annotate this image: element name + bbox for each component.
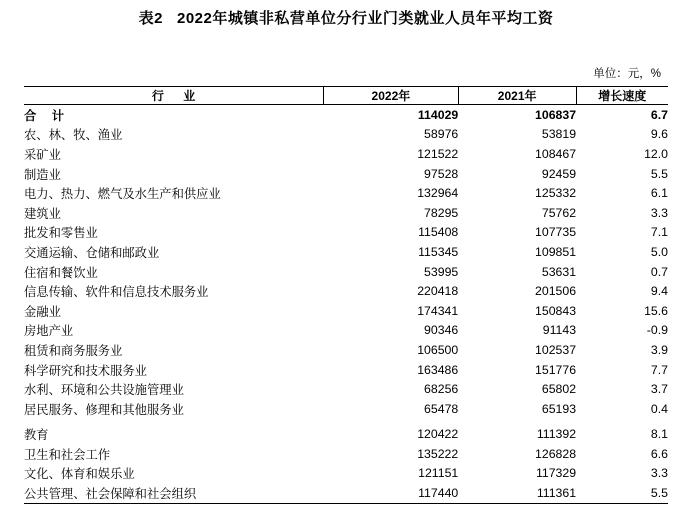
cell-2022: 53995 (424, 264, 459, 279)
cell-2022: 90346 (424, 323, 459, 338)
cell-2021: 102537 (535, 342, 577, 357)
table-row (24, 301, 668, 321)
cell-industry: 公共管理、社会保障和社会组织 (24, 487, 197, 502)
cell-growth: 0.7 (650, 264, 668, 279)
cell-industry: 文化、体育和娱乐业 (24, 467, 135, 482)
cell-industry: 金融业 (24, 304, 61, 319)
table-row (24, 321, 668, 341)
cell-2021: 150843 (535, 303, 577, 318)
table-row (24, 105, 668, 125)
cell-2021: 201506 (535, 284, 577, 299)
cell-growth: 9.6 (650, 127, 668, 142)
cell-industry: 建筑业 (24, 206, 61, 221)
table-number: 表2 (138, 10, 163, 27)
cell-2022: 115408 (418, 225, 459, 240)
table-row (24, 164, 668, 184)
cell-growth: 3.9 (650, 342, 668, 357)
cell-2022: 220418 (417, 284, 459, 299)
cell-2021: 125332 (535, 186, 577, 201)
cell-industry: 水利、环境和公共设施管理业 (24, 383, 184, 398)
cell-2021: 109851 (535, 244, 577, 259)
cell-growth: 8.1 (650, 427, 668, 442)
cell-industry: 批发和零售业 (24, 226, 98, 241)
cell-2021: 65802 (541, 382, 577, 397)
table-title-text: 2022年城镇非私营单位分行业门类就业人员年平均工资 (176, 10, 554, 27)
cell-2021: 126828 (535, 446, 577, 461)
cell-2022: 132964 (417, 186, 459, 201)
cell-2022: 65478 (424, 401, 459, 416)
cell-2021: 111361 (536, 486, 577, 501)
wage-table (24, 86, 668, 504)
cell-2022: 97528 (424, 166, 459, 181)
table-row (24, 464, 668, 484)
cell-industry: 租赁和商务服务业 (24, 343, 123, 358)
table-row (24, 444, 668, 464)
cell-growth: 12.0 (644, 146, 668, 161)
table-row (24, 144, 668, 164)
unit-note: 单位：元，% (593, 68, 661, 80)
table-body (24, 105, 668, 503)
cell-industry: 农、林、牧、渔业 (24, 128, 123, 143)
cell-growth: 3.3 (650, 205, 668, 220)
cell-2021: 117329 (535, 466, 577, 481)
cell-2022: 174341 (417, 303, 459, 318)
table-row (24, 360, 668, 380)
cell-2021: 92459 (541, 166, 577, 181)
column-header-2022: 2022年 (324, 87, 459, 105)
cell-growth: 6.7 (650, 107, 668, 122)
cell-2021: 91143 (542, 323, 577, 338)
cell-2022: 120422 (417, 427, 459, 442)
cell-2021: 53819 (541, 127, 577, 142)
cell-2022: 117440 (418, 486, 459, 501)
cell-growth: 0.4 (650, 401, 668, 416)
cell-growth: 15.6 (644, 303, 668, 318)
table-row (24, 242, 668, 262)
cell-2022: 121522 (417, 146, 459, 161)
table-row (24, 340, 668, 360)
cell-growth: 7.7 (650, 362, 668, 377)
cell-industry: 教育 (24, 428, 49, 443)
table-title (24, 0, 668, 29)
cell-2021: 111392 (536, 427, 577, 442)
table-row (24, 125, 668, 145)
cell-2021: 151776 (535, 362, 577, 377)
cell-industry: 房地产业 (24, 324, 74, 339)
cell-growth: 5.0 (650, 244, 668, 259)
table-row (24, 223, 668, 243)
cell-2021: 53631 (541, 264, 577, 279)
cell-growth: 5.5 (650, 486, 668, 501)
table-rule-bottom (24, 503, 668, 504)
cell-industry: 住宿和餐饮业 (24, 265, 98, 280)
cell-2021: 107735 (535, 225, 577, 240)
cell-2022: 121151 (418, 466, 459, 481)
cell-growth: -0.9 (646, 323, 668, 338)
table-row (24, 379, 668, 399)
table-row (24, 183, 668, 203)
cell-industry: 制造业 (24, 167, 61, 182)
cell-industry: 合 计 (24, 108, 71, 123)
cell-industry: 采矿业 (24, 147, 61, 162)
cell-2022: 106500 (417, 342, 459, 357)
cell-2021: 106837 (535, 107, 577, 122)
table-row (24, 399, 668, 419)
cell-2022: 78295 (424, 205, 459, 220)
cell-growth: 7.1 (650, 225, 668, 240)
cell-growth: 3.7 (650, 382, 668, 397)
cell-growth: 6.1 (650, 186, 668, 201)
cell-2021: 108467 (535, 146, 577, 161)
table-row (24, 203, 668, 223)
cell-industry: 信息传输、软件和信息技术服务业 (24, 285, 209, 300)
cell-growth: 5.5 (650, 166, 668, 181)
cell-industry: 电力、热力、燃气及水生产和供应业 (24, 187, 221, 202)
table-row (24, 262, 668, 282)
table-row (24, 425, 668, 445)
table-row (24, 281, 668, 301)
cell-2022: 135222 (417, 446, 459, 461)
table-row (24, 483, 668, 503)
cell-2022: 115345 (418, 244, 459, 259)
column-header-growth: 增长速度 (576, 87, 668, 105)
cell-2021: 75762 (541, 205, 577, 220)
cell-2022: 114029 (417, 107, 459, 122)
cell-industry: 科学研究和技术服务业 (24, 363, 147, 378)
cell-2022: 58976 (424, 127, 459, 142)
cell-industry: 交通运输、仓储和邮政业 (24, 245, 160, 260)
cell-growth: 3.3 (650, 466, 668, 481)
cell-2022: 163486 (417, 362, 459, 377)
column-header-industry: 行 业 (151, 89, 204, 103)
table-header-row (24, 87, 668, 105)
cell-2022: 68256 (424, 382, 459, 397)
cell-growth: 6.6 (650, 446, 668, 461)
cell-2021: 65193 (541, 401, 577, 416)
column-header-2021: 2021年 (458, 87, 576, 105)
cell-industry: 卫生和社会工作 (24, 447, 111, 462)
cell-industry: 居民服务、修理和其他服务业 (24, 402, 184, 417)
cell-growth: 9.4 (650, 284, 668, 299)
